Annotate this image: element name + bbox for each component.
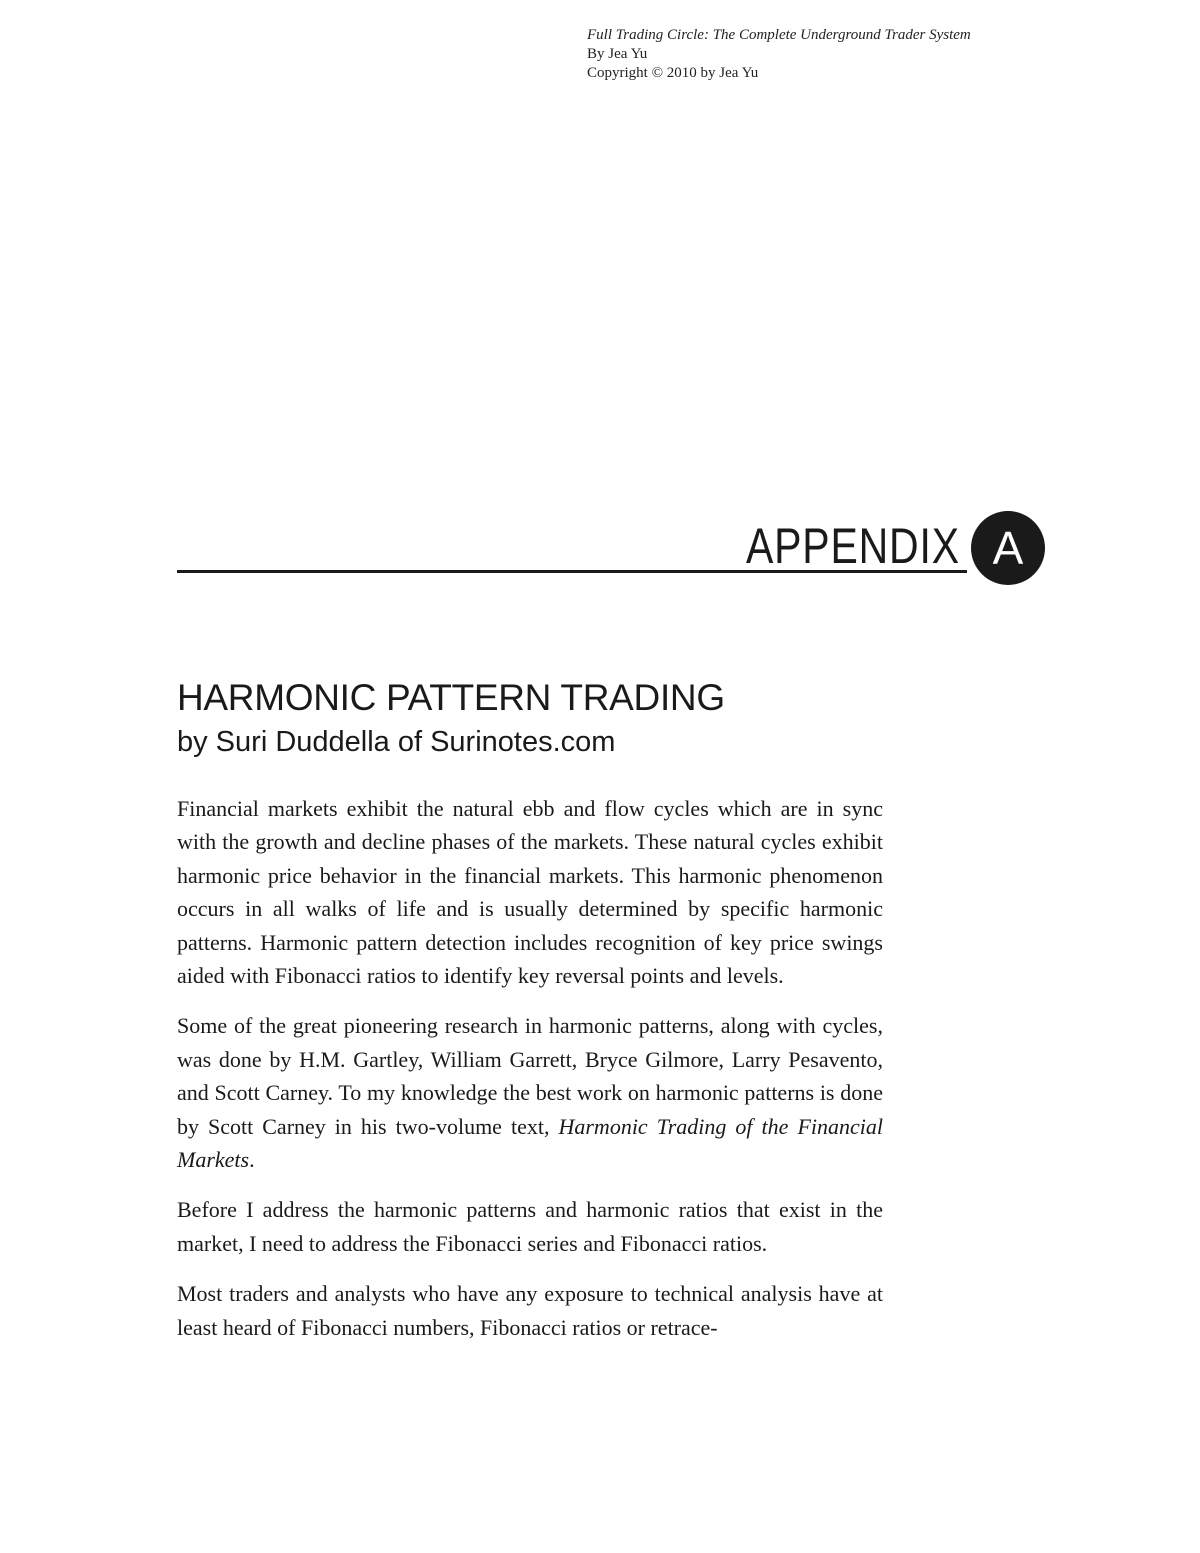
paragraph-3: Before I address the harmonic patterns and harmonic ratios that exist in the market, I need to address the Fibonacci series and Fibonacci ratios. bbox=[177, 1197, 883, 1256]
chapter-title: HARMONIC PATTERN TRADING bbox=[177, 677, 725, 718]
copyright-line: Copyright © 2010 by Jea Yu bbox=[587, 65, 759, 81]
author-line: By Jea Yu bbox=[587, 46, 648, 62]
paragraph-4: Most traders and analysts who have any exposure to technical analysis have at least heard of Fibonacci numbers, Fibonacci ratios or retrace- bbox=[177, 1281, 883, 1340]
body-text bbox=[177, 792, 883, 1361]
paragraph-2-end: . bbox=[249, 1147, 255, 1173]
paragraph-1: Financial markets exhibit the natural ebb and flow cycles which are in sync with the growth and decline phases of the markets. These natural cycles exhibit harmonic price behavior in the financial markets. This harmonic phenomenon occurs in all walks of life and is usually determined by specific harmonic patterns. Harmonic pattern detection includes recognition of key price swings aided with Fibonacci ratios to identify key reversal points and levels. bbox=[177, 796, 883, 989]
appendix-letter-badge: A bbox=[971, 511, 1045, 585]
chapter-subtitle: by Suri Duddella of Surinotes.com bbox=[177, 726, 616, 758]
paragraph-2-text: Some of the great pioneering research in harmonic patterns, along with cycles, was done by H.M. Gartley, William Garrett, Bryce Gilmore, Larry Pesavento, and Scott Carney. To my knowledge the best work on harmonic patterns is done by Scott Carney in his two-volume text, bbox=[177, 1013, 883, 1139]
paragraph-2 bbox=[177, 1009, 883, 1176]
book-title: Full Trading Circle: The Complete Underground Trader System bbox=[587, 27, 971, 43]
appendix-label: APPENDIX bbox=[746, 518, 960, 574]
book-reference: Harmonic Trading of the Financial Markets bbox=[177, 1113, 883, 1173]
running-header bbox=[587, 26, 971, 83]
